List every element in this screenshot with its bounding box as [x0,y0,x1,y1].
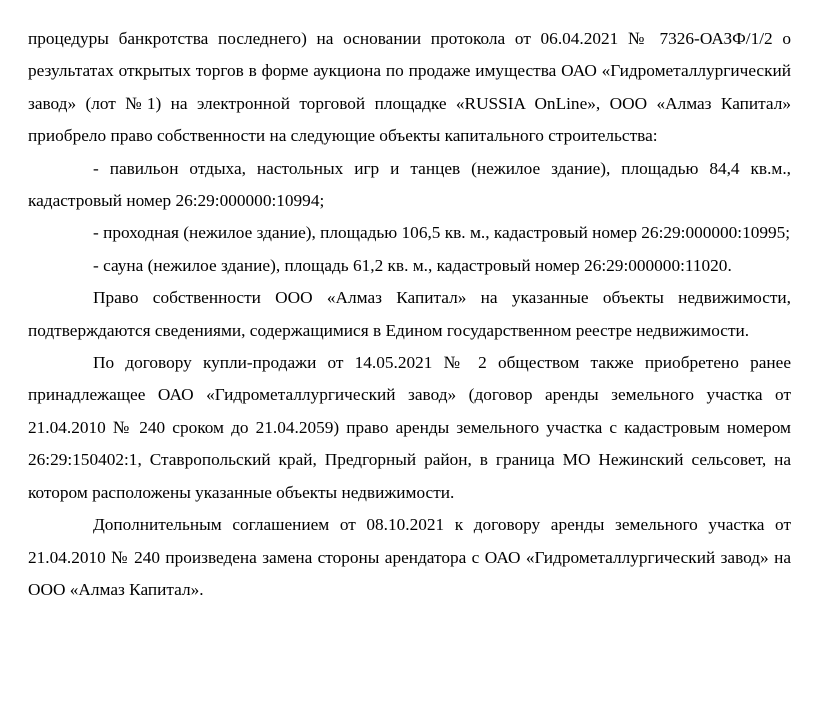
list-item-pavilion: - павильон отдыха, настольных игр и танцев (нежилое здание), площадью 84,4 кв.м., кадастровый номер 26:29:000000:10994; [28,158,791,211]
document-page [28,23,791,606]
paragraph-sale-contract: По договору купли-продажи от 14.05.2021 № 2 обществом также приобретено ранее принадлежащее ОАО «Гидрометаллургический завод» (договор аренды земельного участка от 21.04.2010 № 240 сроком до 21.04.2059) право аренды земельного участка с кадастровым номером 26:29:150402:1, Ставропольский край, Предгорный район, в граница МО Нежинский сельсовет, на котором расположены указанные объекты недвижимости. [28,353,791,502]
list-item-checkpoint: - проходная (нежилое здание), площадью 106,5 кв. м., кадастровый номер 26:29:000000:10995; [93,223,791,243]
paragraph-ownership-confirmation: Право собственности ООО «Алмаз Капитал» на указанные объекты недвижимости, подтверждаются сведениями, содержащимися в Едином государственном реестре недвижимости. [28,288,791,340]
paragraph-auction-result: процедуры банкротства последнего) на основании протокола от 06.04.2021 № 7326-ОАЗФ/1/2 о результатах открытых торгов в форме аукциона по продаже имущества ОАО «Гидрометаллургический завод» (лот №1) на электронной торговой площадке «RUSSIA OnLine», ООО «Алмаз Капитал» приобрело право собственности на следующие объекты капитального строительства: [28,29,791,146]
paragraph-supplementary-agreement: Дополнительным соглашением от 08.10.2021 к договору аренды земельного участка от 21.04.2010 № 240 произведена замена стороны арендатора с ОАО «Гидрометаллургический завод» на ООО «Алмаз Капитал». [28,515,791,599]
list-item-sauna: - сауна (нежилое здание), площадь 61,2 кв. м., кадастровый номер 26:29:000000:11020. [93,255,732,275]
